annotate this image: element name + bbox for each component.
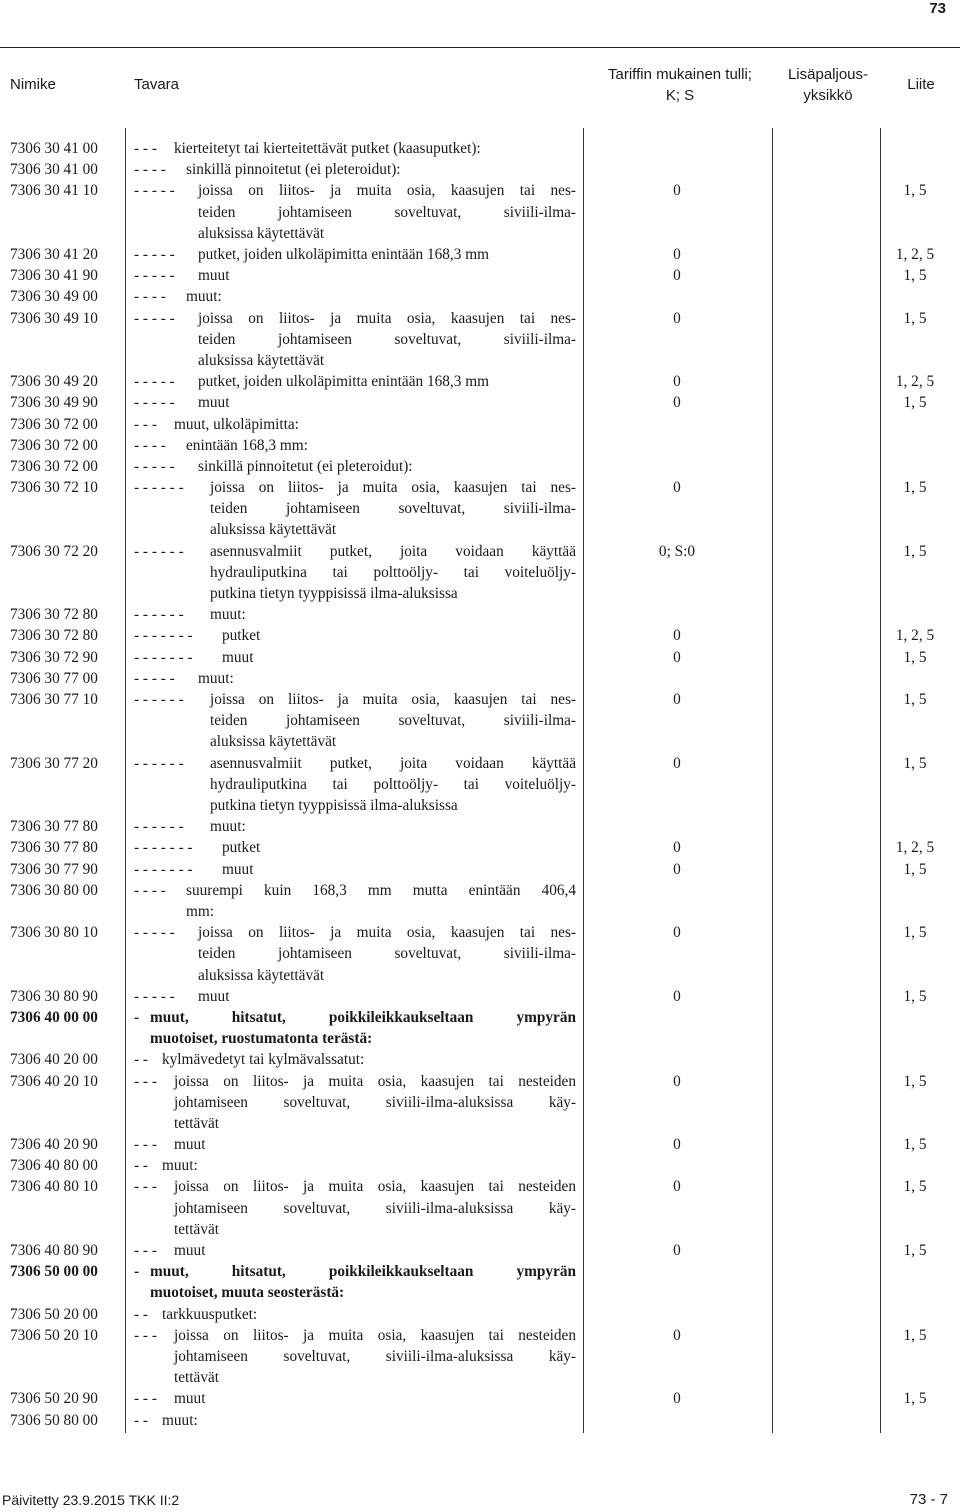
description-line: muut:	[210, 606, 246, 624]
tariff-code: 7306 30 80 00	[10, 881, 98, 899]
description-line: tarkkuusputket:	[162, 1305, 258, 1323]
table-row	[0, 180, 960, 244]
table-row	[0, 138, 960, 159]
description-line: aluksissa käytettävät	[198, 351, 325, 369]
description-line: mm:	[186, 902, 215, 920]
table-row	[0, 1325, 960, 1389]
table-row	[0, 859, 960, 880]
indent-dashes: - - - -	[134, 436, 166, 454]
tariff-code: 7306 50 20 90	[10, 1390, 98, 1408]
description-line: joissa on liitos- ja muita osia, kaasujen tai nes-	[210, 479, 576, 497]
indent-dashes: - - - - -	[134, 267, 175, 285]
tariff-code: 7306 30 77 80	[10, 839, 98, 857]
header-lisapaljousyksikko	[780, 64, 876, 106]
header-top-rule	[0, 47, 960, 48]
table-row	[0, 1261, 960, 1303]
description-line: joissa on liitos- ja muita osia, kaasujen tai nes-	[198, 924, 576, 942]
tariff-code: 7306 30 77 00	[10, 669, 98, 687]
table-row	[0, 435, 960, 456]
table-row	[0, 753, 960, 817]
indent-dashes: - - -	[134, 1390, 157, 1408]
table-row	[0, 1304, 960, 1325]
table-row	[0, 837, 960, 858]
description-line: muut	[174, 1136, 206, 1154]
appendix-ref: 1, 5	[903, 1178, 927, 1196]
duty-rate: 0	[673, 1242, 681, 1260]
table-row	[0, 1049, 960, 1070]
description-line: muut	[222, 648, 254, 666]
indent-dashes: - - - -	[134, 288, 166, 306]
table-row	[0, 668, 960, 689]
indent-dashes: - - -	[134, 415, 157, 433]
duty-rate: 0	[673, 1390, 681, 1408]
appendix-ref: 1, 5	[903, 648, 927, 666]
description-line: muut	[174, 1242, 206, 1260]
footer-page-ref: 73 - 7	[909, 1491, 948, 1508]
appendix-ref: 1, 5	[903, 1390, 927, 1408]
tariff-code: 7306 30 77 90	[10, 860, 98, 878]
description-line: aluksissa käytettävät	[210, 521, 337, 539]
description-line: suurempi kuin 168,3 mm mutta enintään 406,4	[186, 881, 576, 899]
description-line: teiden johtamiseen soveltuvat, siviili-ilma-	[198, 203, 576, 221]
description-line: kierteitetyt tai kierteitettävät putket (kaasuputket):	[174, 140, 481, 157]
tariff-code: 7306 30 41 10	[10, 182, 98, 200]
duty-rate: 0	[673, 987, 681, 1005]
duty-rate: 0	[673, 182, 681, 200]
description-line: johtamiseen soveltuvat, siviili-ilma-aluksissa käy-	[174, 1348, 576, 1366]
table-row	[0, 604, 960, 625]
table-row	[0, 1071, 960, 1135]
table-row	[0, 922, 960, 986]
indent-dashes: - -	[134, 1051, 149, 1069]
table-row	[0, 1410, 960, 1431]
tariff-code: 7306 30 49 00	[10, 288, 98, 306]
table-row	[0, 816, 960, 837]
appendix-ref: 1, 5	[903, 754, 927, 772]
description-line: johtamiseen soveltuvat, siviili-ilma-aluksissa käy-	[174, 1093, 576, 1111]
indent-dashes: - - - - -	[134, 924, 175, 942]
duty-rate: 0	[673, 648, 681, 666]
description-line: asennusvalmiit putket, joita voidaan käyttää	[210, 542, 576, 560]
indent-dashes: - - - - -	[134, 457, 175, 475]
indent-dashes: - - -	[134, 1178, 157, 1196]
table-row	[0, 414, 960, 435]
indent-dashes: - -	[134, 1157, 149, 1175]
tariff-code: 7306 30 41 20	[10, 245, 98, 263]
duty-rate: 0	[673, 754, 681, 772]
tariff-code: 7306 30 80 10	[10, 924, 98, 942]
table-row	[0, 541, 960, 605]
tariff-code: 7306 30 77 80	[10, 818, 98, 836]
description-line: tettävät	[174, 1369, 220, 1387]
indent-dashes: - - -	[134, 1136, 157, 1154]
appendix-ref: 1, 5	[903, 1326, 927, 1344]
indent-dashes: - - - - - -	[134, 542, 184, 560]
duty-rate: 0	[673, 267, 681, 285]
indent-dashes: - - - - - -	[134, 754, 184, 772]
description-line: sinkillä pinnoitetut (ei pleteroidut):	[198, 457, 413, 475]
tariff-code: 7306 40 80 00	[10, 1157, 98, 1175]
description-line: sinkillä pinnoitetut (ei pleteroidut):	[186, 161, 401, 179]
indent-dashes: -	[134, 1263, 140, 1281]
tariff-code: 7306 30 72 20	[10, 542, 98, 560]
indent-dashes: - - - - - - -	[134, 860, 193, 878]
appendix-ref: 1, 5	[903, 542, 927, 560]
duty-rate: 0	[673, 1326, 681, 1344]
description-line: muut:	[186, 288, 222, 306]
duty-rate: 0	[673, 691, 681, 708]
description-line: muut	[198, 267, 230, 285]
description-line: enintään 168,3 mm:	[186, 436, 308, 454]
table-row	[0, 477, 960, 541]
duty-rate: 0	[673, 860, 681, 878]
description-line: tettävät	[174, 1114, 220, 1132]
tariff-code: 7306 30 77 10	[10, 691, 98, 708]
appendix-ref: 1, 5	[903, 860, 927, 878]
duty-rate: 0	[673, 1072, 681, 1090]
table-row	[0, 1240, 960, 1261]
description-line: johtamiseen soveltuvat, siviili-ilma-aluksissa käy-	[174, 1199, 576, 1217]
table-row	[0, 392, 960, 413]
description-line: muut, ulkoläpimitta:	[174, 415, 299, 433]
tariff-code: 7306 40 80 10	[10, 1178, 98, 1196]
description-line: putkina tietyn tyyppisissä ilma-aluksissa	[210, 585, 458, 603]
description-line: muut:	[198, 669, 234, 687]
description-line: muotoiset, muuta seosterästä:	[150, 1284, 345, 1302]
tariff-code: 7306 40 20 90	[10, 1136, 98, 1154]
description-line: kylmävedetyt tai kylmävalssatut:	[162, 1051, 365, 1069]
header-liite: Liite	[907, 76, 935, 93]
table-row	[0, 647, 960, 668]
description-line: muut, hitsatut, poikkileikkaukseltaan ympyrän	[150, 1263, 576, 1281]
duty-rate: 0	[673, 1136, 681, 1154]
tariff-code: 7306 30 41 00	[10, 161, 98, 179]
indent-dashes: - - - - -	[134, 373, 175, 391]
table-row	[0, 244, 960, 265]
appendix-ref: 1, 2, 5	[895, 245, 935, 263]
tariff-code: 7306 40 00 00	[10, 1008, 98, 1026]
description-line: hydrauliputkina tai polttoöljy- tai voiteluöljy-	[210, 775, 576, 793]
header-tulli-line2: K; S	[665, 87, 695, 104]
appendix-ref: 1, 5	[903, 1136, 927, 1154]
duty-rate: 0	[673, 394, 681, 412]
description-line: teiden johtamiseen soveltuvat, siviili-ilma-	[198, 330, 576, 348]
tariff-code: 7306 30 72 80	[10, 606, 98, 624]
indent-dashes: - - - - - - -	[134, 648, 193, 666]
page-number: 73	[929, 0, 946, 17]
description-line: asennusvalmiit putket, joita voidaan käyttää	[210, 754, 576, 772]
table-row	[0, 286, 960, 307]
appendix-ref: 1, 2, 5	[895, 373, 935, 391]
indent-dashes: - - - - -	[134, 245, 175, 263]
header-tulli	[590, 64, 770, 106]
description-line: aluksissa käytettävät	[198, 224, 325, 242]
tariff-code: 7306 40 20 10	[10, 1072, 98, 1090]
tariff-code: 7306 30 49 90	[10, 394, 98, 412]
indent-dashes: - - - - - - -	[134, 627, 193, 645]
description-line: tettävät	[174, 1220, 220, 1238]
duty-rate: 0	[673, 245, 681, 263]
appendix-ref: 1, 5	[903, 479, 927, 497]
description-line: aluksissa käytettävät	[210, 733, 337, 751]
tariff-code: 7306 50 20 10	[10, 1326, 98, 1344]
duty-rate: 0	[673, 924, 681, 942]
appendix-ref: 1, 5	[903, 309, 927, 327]
tariff-code: 7306 40 20 00	[10, 1051, 98, 1069]
tariff-code: 7306 30 72 00	[10, 436, 98, 454]
description-line: putkina tietyn tyyppisissä ilma-aluksissa	[210, 797, 458, 814]
appendix-ref: 1, 5	[903, 182, 927, 200]
header-lisa-line2: yksikkö	[803, 87, 853, 104]
tariff-code: 7306 30 72 00	[10, 457, 98, 475]
tariff-code: 7306 30 80 90	[10, 987, 98, 1005]
tariff-code: 7306 30 72 90	[10, 648, 98, 666]
description-line: putket	[222, 839, 261, 857]
tariff-table	[0, 138, 960, 1431]
tariff-code: 7306 30 72 10	[10, 479, 98, 497]
indent-dashes: - - -	[134, 140, 157, 157]
indent-dashes: - - - - -	[134, 987, 175, 1005]
indent-dashes: - - -	[134, 1326, 157, 1344]
indent-dashes: - - - - - -	[134, 479, 184, 497]
description-line: muut, hitsatut, poikkileikkaukseltaan ympyrän	[150, 1008, 576, 1026]
description-line: hydrauliputkina tai polttoöljy- tai voiteluöljy-	[210, 563, 576, 581]
table-row	[0, 1134, 960, 1155]
description-line: muut	[198, 987, 230, 1005]
description-line: aluksissa käytettävät	[198, 966, 325, 984]
table-row	[0, 308, 960, 372]
tariff-code: 7306 50 00 00	[10, 1263, 98, 1281]
table-row	[0, 689, 960, 753]
indent-dashes: - - - - - - -	[134, 839, 193, 857]
description-line: joissa on liitos- ja muita osia, kaasujen tai nes-	[198, 182, 576, 200]
tariff-code: 7306 30 72 80	[10, 627, 98, 645]
tariff-code: 7306 30 49 10	[10, 309, 98, 327]
description-line: muotoiset, ruostumatonta terästä:	[150, 1030, 373, 1048]
description-line: teiden johtamiseen soveltuvat, siviili-ilma-	[210, 500, 576, 518]
tariff-code: 7306 50 80 00	[10, 1411, 98, 1429]
duty-rate: 0	[673, 839, 681, 857]
table-row	[0, 880, 960, 922]
tariff-code: 7306 50 20 00	[10, 1305, 98, 1323]
description-line: joissa on liitos- ja muita osia, kaasujen tai nesteiden	[174, 1326, 576, 1344]
table-row	[0, 1388, 960, 1409]
description-line: putket	[222, 627, 261, 645]
header-nimike: Nimike	[10, 76, 56, 93]
table-row	[0, 265, 960, 286]
indent-dashes: - - -	[134, 1072, 157, 1090]
indent-dashes: - - - - -	[134, 309, 175, 327]
duty-rate: 0	[673, 373, 681, 391]
footer-updated: Päivitetty 23.9.2015 TKK II:2	[2, 1492, 180, 1508]
header-tavara: Tavara	[134, 76, 180, 93]
appendix-ref: 1, 5	[903, 1072, 927, 1090]
appendix-ref: 1, 5	[903, 987, 927, 1005]
indent-dashes: - - - - -	[134, 394, 175, 412]
appendix-ref: 1, 5	[903, 924, 927, 942]
description-line: teiden johtamiseen soveltuvat, siviili-ilma-	[210, 712, 576, 730]
table-row	[0, 1155, 960, 1176]
description-line: muut:	[210, 818, 246, 836]
description-line: joissa on liitos- ja muita osia, kaasujen tai nes-	[198, 309, 576, 327]
description-line: joissa on liitos- ja muita osia, kaasujen tai nesteiden	[174, 1178, 576, 1196]
table-row	[0, 371, 960, 392]
description-line: muut:	[162, 1411, 198, 1429]
indent-dashes: - - - - -	[134, 669, 175, 687]
indent-dashes: - - - - - -	[134, 691, 184, 708]
duty-rate: 0; S:0	[658, 542, 696, 560]
description-line: muut	[222, 860, 254, 878]
description-line: joissa on liitos- ja muita osia, kaasujen tai nes-	[210, 691, 576, 708]
description-line: putket, joiden ulkoläpimitta enintään 168,3 mm	[198, 245, 490, 263]
description-line: joissa on liitos- ja muita osia, kaasujen tai nesteiden	[174, 1072, 576, 1090]
tariff-code: 7306 30 41 90	[10, 267, 98, 285]
tariff-code: 7306 30 49 20	[10, 373, 98, 391]
table-row	[0, 986, 960, 1007]
duty-rate: 0	[673, 309, 681, 327]
table-row	[0, 625, 960, 646]
indent-dashes: - - - - - -	[134, 606, 184, 624]
tariff-code: 7306 40 80 90	[10, 1242, 98, 1260]
header-lisa-line1: Lisäpaljous-	[787, 66, 869, 83]
appendix-ref: 1, 5	[903, 394, 927, 412]
duty-rate: 0	[673, 479, 681, 497]
tariff-code: 7306 30 41 00	[10, 140, 98, 157]
indent-dashes: - - - -	[134, 161, 166, 179]
description-line: muut	[174, 1390, 206, 1408]
table-row	[0, 159, 960, 180]
description-line: teiden johtamiseen soveltuvat, siviili-ilma-	[198, 945, 576, 963]
table-row	[0, 1176, 960, 1240]
description-line: muut:	[162, 1157, 198, 1175]
description-line: muut	[198, 394, 230, 412]
appendix-ref: 1, 2, 5	[895, 839, 935, 857]
appendix-ref: 1, 5	[903, 691, 927, 708]
indent-dashes: - -	[134, 1411, 149, 1429]
indent-dashes: - -	[134, 1305, 149, 1323]
indent-dashes: - - -	[134, 1242, 157, 1260]
indent-dashes: - - - - -	[134, 182, 175, 200]
indent-dashes: - - - -	[134, 881, 166, 899]
description-line: putket, joiden ulkoläpimitta enintään 168,3 mm	[198, 373, 490, 391]
table-row	[0, 456, 960, 477]
indent-dashes: -	[134, 1008, 140, 1026]
indent-dashes: - - - - - -	[134, 818, 184, 836]
duty-rate: 0	[673, 1178, 681, 1196]
tariff-code: 7306 30 77 20	[10, 754, 98, 772]
appendix-ref: 1, 5	[903, 1242, 927, 1260]
duty-rate: 0	[673, 627, 681, 645]
tariff-code: 7306 30 72 00	[10, 415, 98, 433]
appendix-ref: 1, 5	[903, 267, 927, 285]
header-tulli-line1: Tariffin mukainen tulli;	[608, 66, 752, 83]
table-row	[0, 1007, 960, 1049]
appendix-ref: 1, 2, 5	[895, 627, 935, 645]
